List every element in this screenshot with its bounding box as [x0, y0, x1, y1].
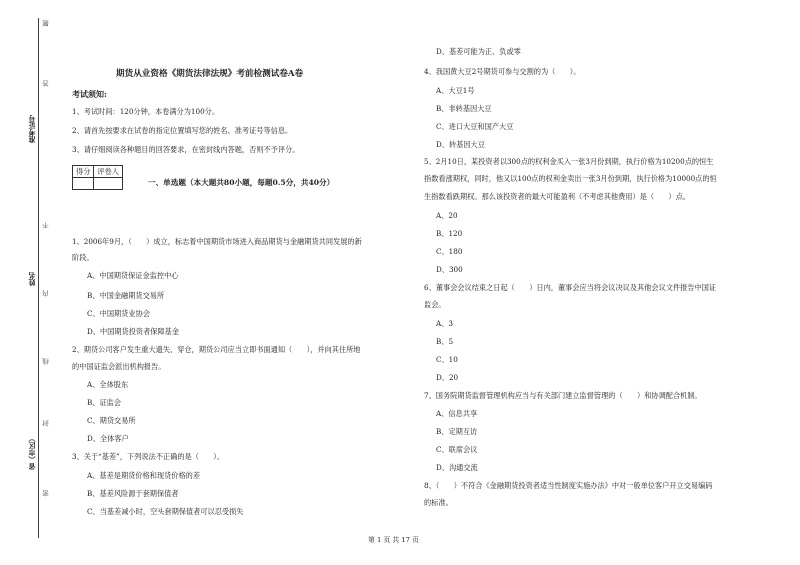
option-item: C、进口大豆和国产大豆 — [436, 122, 514, 131]
question-text: 6、董事会会议结束之日起（ ）日内，董事会应当将会议决议及其他会议文件报告中国证 — [424, 283, 717, 292]
question-text: 7、国务院期货监督管理机构应当与有关部门建立监督管理的（ ）和协调配合机制。 — [424, 391, 702, 400]
option-item: D、基差可能为正、负或零 — [436, 47, 521, 56]
grader-cell[interactable] — [94, 178, 123, 190]
option-item: A、20 — [436, 211, 458, 220]
option-item: B、中国金融期货交易所 — [87, 291, 165, 300]
section-heading: 一、单选题（本大题共80小题，每题0.5分，共40分） — [148, 178, 335, 187]
score-cell[interactable] — [73, 178, 94, 190]
question-text: 3、关于“基差”，下列说法不正确的是（ ）。 — [72, 452, 225, 461]
notice-item: 1、考试时间：120分钟，本卷满分为100分。 — [72, 107, 220, 116]
option-item: A、信息共享 — [436, 409, 478, 418]
binding-marker: 封 — [42, 420, 50, 427]
grader-header: 评卷人 — [94, 166, 123, 178]
question-text: 8、（ ）不符合《金融期货投资者适当性制度实施办法》中对一般单位客户开立交易编码 — [424, 481, 713, 490]
binding-marker: 不 — [42, 222, 50, 229]
question-text: 指数看涨期权，同时，他又以100点的权利金卖出一张3月份到期，执行价格为10000点的恒 — [424, 174, 717, 183]
option-item: D、300 — [436, 265, 463, 274]
option-item: A、基差是期货价格和现货价格的差 — [87, 471, 201, 480]
question-text: 生指数看跌期权。那么该投资者的最大可能盈利（不考虑其他费用）是（ ）点。 — [424, 192, 690, 201]
option-item: B、非转基因大豆 — [436, 104, 492, 113]
option-item: C、10 — [436, 355, 458, 364]
binding-line — [38, 18, 39, 538]
question-text: 的中国证监会派出机构报告。 — [72, 362, 166, 371]
score-header: 得分 — [73, 166, 94, 178]
option-item: B、证监会 — [87, 398, 122, 407]
option-item: C、期货交易所 — [87, 416, 136, 425]
option-item: D、全体客户 — [87, 434, 129, 443]
question-text: 5、2月10日，某投资者以300点的权利金买入一张3月份到期，执行价格为10200点的恒生 — [424, 157, 714, 166]
question-text: 4、我国黄大豆2号期货可参与交割的为（ ）。 — [424, 67, 581, 76]
score-table — [72, 165, 123, 190]
name-field-label: 姓名 — [27, 272, 36, 286]
exam-number-field-label: 准考证号 — [27, 115, 36, 143]
binding-marker: 题 — [42, 20, 50, 27]
option-item: B、基差风险源于套期保值者 — [87, 489, 179, 498]
option-item: A、中国期货保证金监控中心 — [87, 271, 179, 280]
option-item: C、180 — [436, 247, 463, 256]
option-item: C、当基差减小时，空头套期保值者可以忍受损失 — [87, 507, 244, 516]
province-field-label: 省（市区） — [27, 435, 36, 470]
option-item: D、20 — [436, 373, 459, 382]
question-text: 监会。 — [424, 300, 446, 309]
option-item: A、全体股东 — [87, 380, 129, 389]
notice-item: 3、请仔细阅读各种题目的回答要求，在密封线内答题，否则不予评分。 — [72, 145, 300, 154]
question-text: 的标准。 — [424, 498, 453, 507]
binding-marker: 线 — [42, 358, 50, 365]
notice-item: 2、请首先按要求在试卷的指定位置填写您的姓名、准考证号等信息。 — [72, 126, 293, 135]
page-title: 期货从业资格《期货法律法规》考前检测试卷A卷 — [116, 69, 304, 79]
question-text: 1、2006年9月，（ ）成立，标志着中国期货市场进入商品期货与金融期货共同发展的新 — [72, 237, 362, 246]
binding-marker: 密 — [42, 490, 50, 497]
notice-title: 考试须知: — [72, 89, 107, 99]
option-item: D、沟通交流 — [436, 463, 478, 472]
option-item: C、中国期货业协会 — [87, 309, 151, 318]
option-item: A、大豆1号 — [436, 86, 475, 95]
page-footer: 第 1 页 共 17 页 — [368, 536, 419, 544]
question-text: 阶段。 — [72, 253, 94, 262]
question-text: 2、期货公司客户发生重大遗失、穿仓，期货公司应当立即书面通知（ ），并向其住所地 — [72, 345, 361, 354]
binding-marker: 答 — [42, 80, 50, 87]
option-item: B、定期互访 — [436, 427, 478, 436]
option-item: B、5 — [436, 337, 454, 346]
option-item: D、转基因大豆 — [436, 140, 485, 149]
option-item: A、3 — [436, 319, 453, 328]
option-item: D、中国期货投资者保障基金 — [87, 327, 180, 336]
binding-marker: 内 — [42, 290, 50, 297]
option-item: C、联席会议 — [436, 445, 478, 454]
option-item: B、120 — [436, 229, 463, 238]
